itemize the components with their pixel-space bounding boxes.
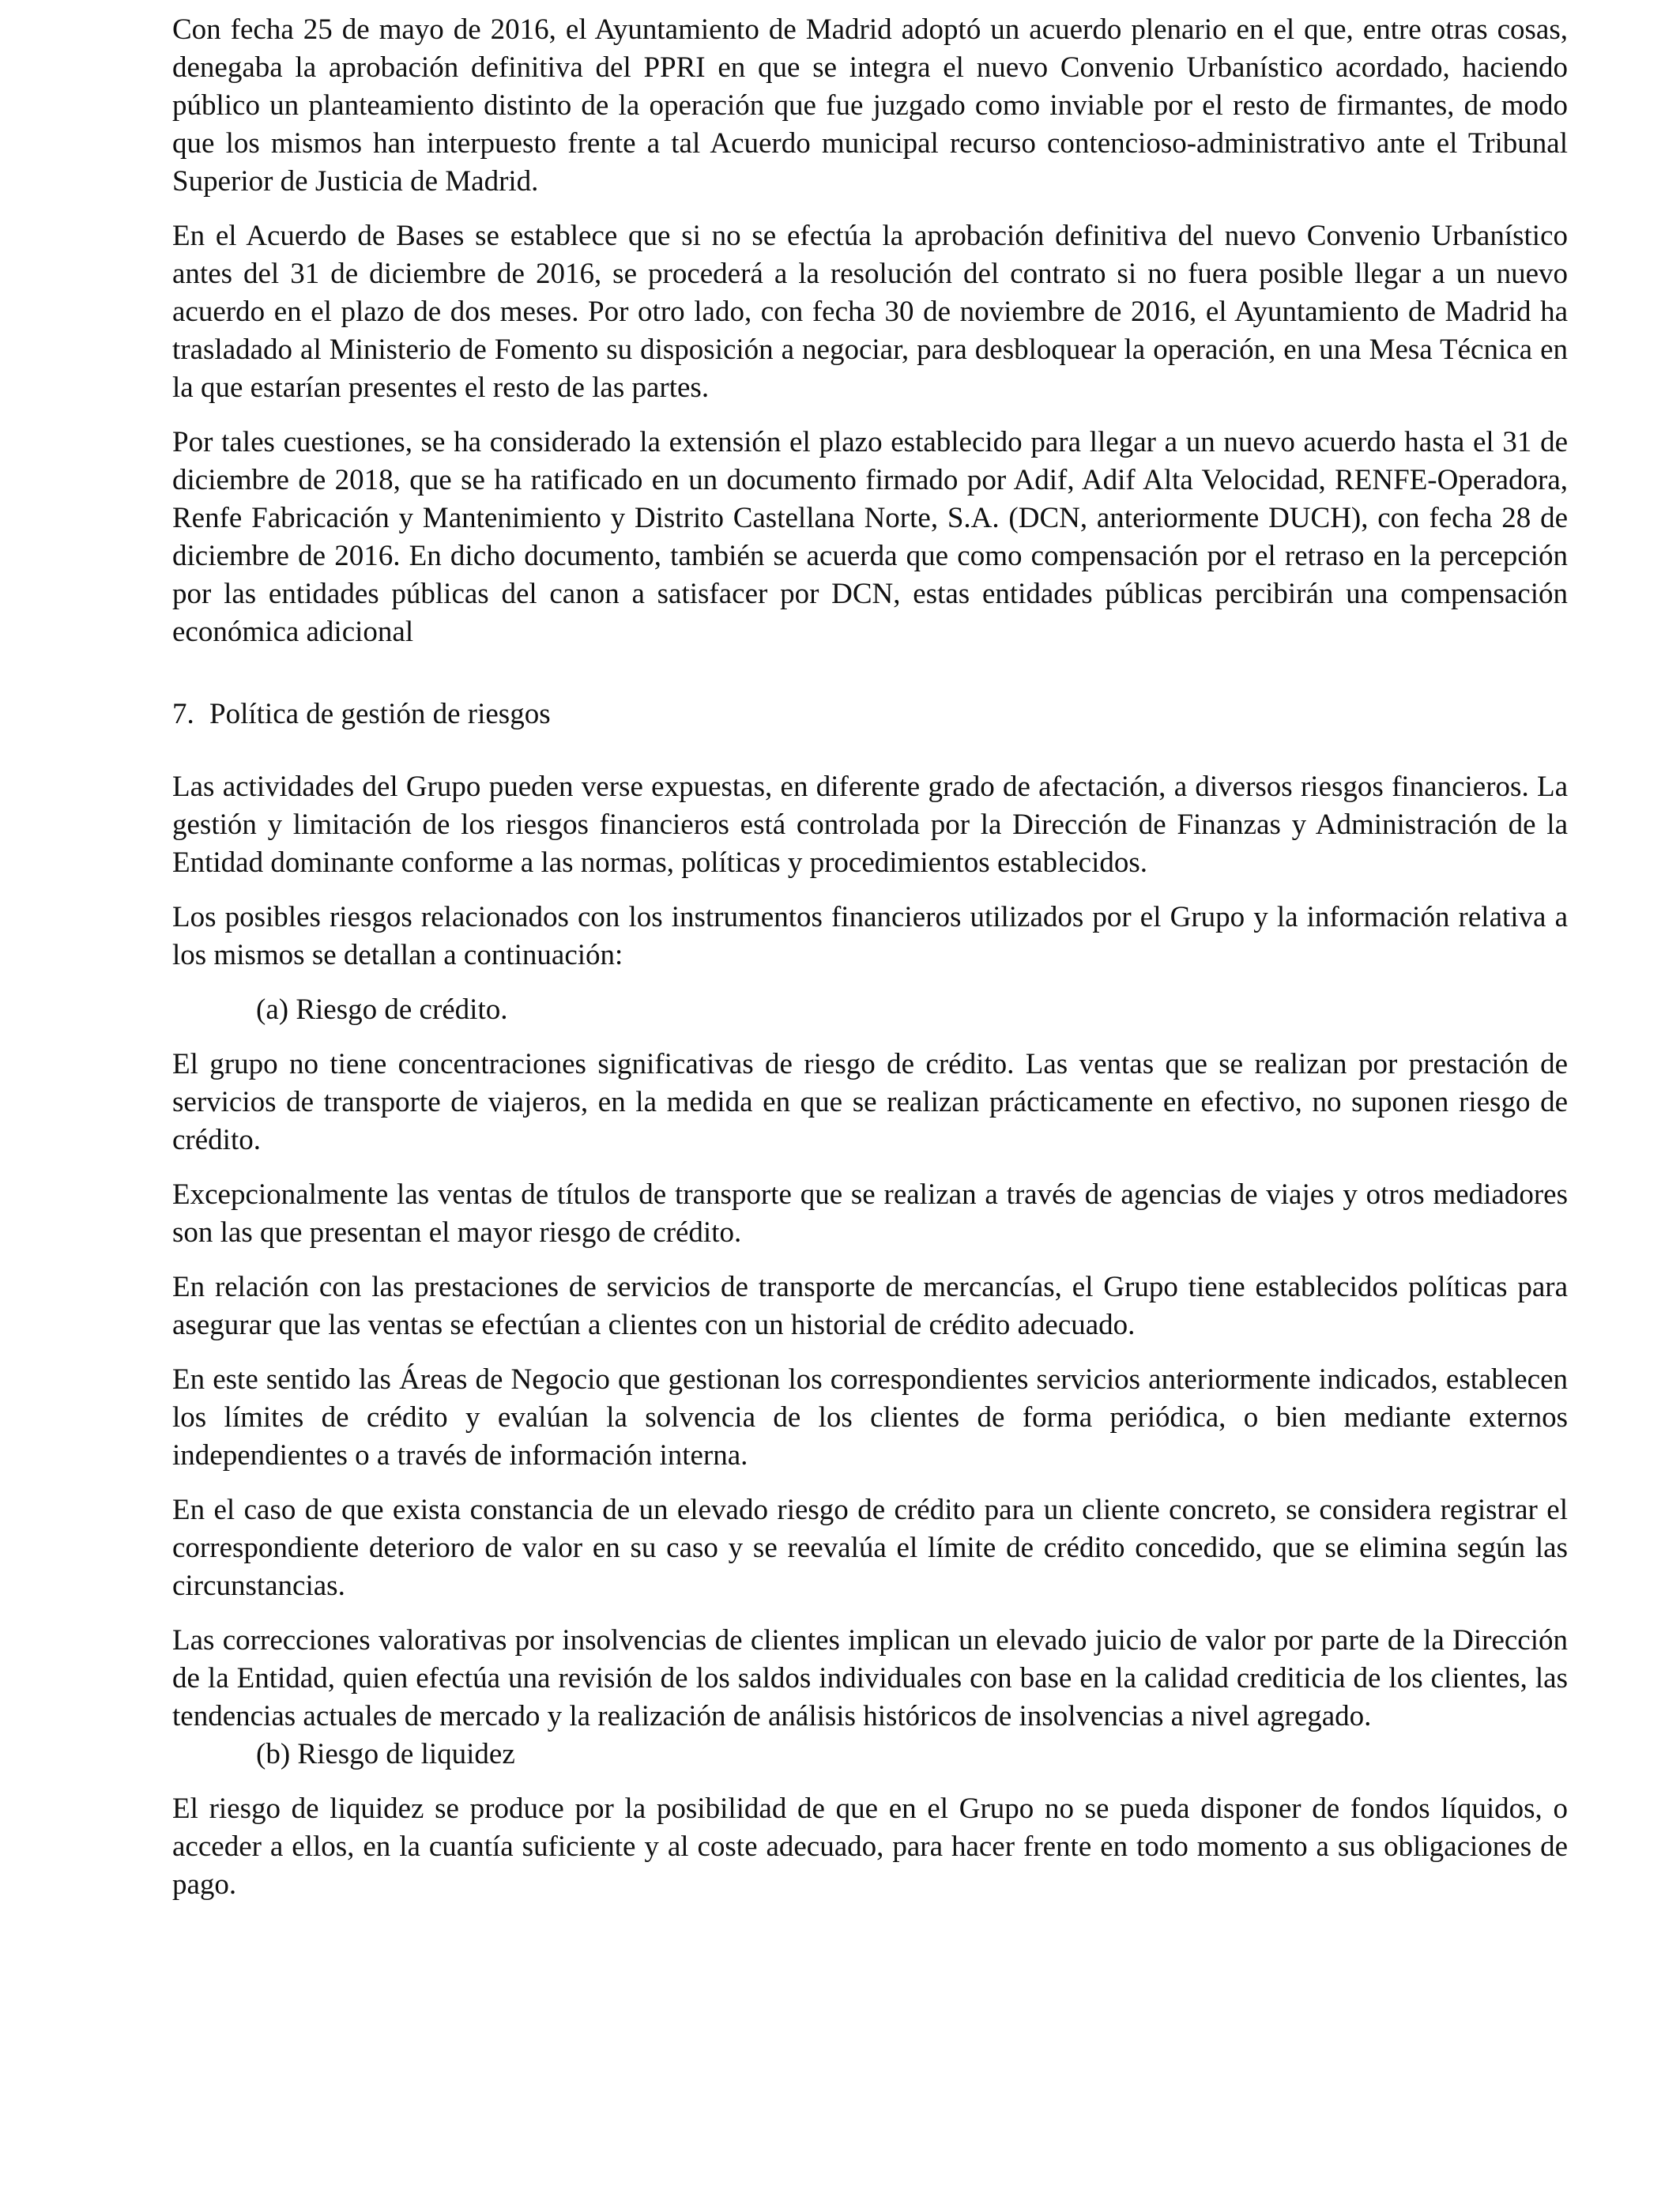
paragraph-section-2: Los posibles riesgos relacionados con los instrumentos financieros utilizados por el Grupo y la información relativa a los mismos se detallan a continuación: — [172, 901, 1568, 971]
section-number: 7. — [172, 698, 194, 730]
section-title: Política de gestión de riesgos — [209, 698, 551, 730]
paragraph-credit-6: Las correcciones valorativas por insolvencias de clientes implican un elevado juicio de valor por parte de la Dirección de la Entidad, quien efectúa una revisión de los saldos individuales con base en la calidad crediticia de los clientes, las tendencias actuales de mercado y la realización de análisis históricos de insolvencias a nivel agregado. — [172, 1624, 1568, 1732]
document-page — [172, 11, 1568, 1921]
subheading-credit-risk: (a) Riesgo de crédito. — [256, 993, 508, 1026]
paragraph-credit-3: En relación con las prestaciones de servicios de transporte de mercancías, el Grupo tiene establecidos políticas para asegurar que las ventas se efectúan a clientes con un historial de crédito adecuado. — [172, 1271, 1568, 1341]
paragraph-credit-1: El grupo no tiene concentraciones significativas de riesgo de crédito. Las ventas que se realizan por prestación de servicios de transporte de viajeros, en la medida en que se realizan prácticamente en efectivo, no suponen riesgo de crédito. — [172, 1048, 1568, 1156]
paragraph-credit-5: En el caso de que exista constancia de un elevado riesgo de crédito para un cliente concreto, se considera registrar el correspondiente deterioro de valor en su caso y se reevalúa el límite de crédito concedido, que se elimina según las circunstancias. — [172, 1494, 1568, 1602]
section-heading — [172, 696, 1568, 733]
paragraph-credit-2: Excepcionalmente las ventas de títulos de transporte que se realizan a través de agencias de viajes y otros mediadores son las que presentan el mayor riesgo de crédito. — [172, 1178, 1568, 1249]
paragraph-section-1: Las actividades del Grupo pueden verse expuestas, en diferente grado de afectación, a diversos riesgos financieros. La gestión y limitación de los riesgos financieros está controlada por la Dirección de Finanzas y Administración de la Entidad dominante conforme a las normas, políticas y procedimientos establecidos. — [172, 771, 1568, 879]
paragraph-intro-1: Con fecha 25 de mayo de 2016, el Ayuntamiento de Madrid adoptó un acuerdo plenario en el que, entre otras cosas, denegaba la aprobación definitiva del PPRI en que se integra el nuevo Convenio Urbanístico acordado, haciendo público un planteamiento distinto de la operación que fue juzgado como inviable por el resto de firmantes, de modo que los mismos han interpuesto frente a tal Acuerdo municipal recurso contencioso-administrativo ante el Tribunal Superior de Justicia de Madrid. — [172, 13, 1568, 198]
paragraph-liquidity-1: El riesgo de liquidez se produce por la posibilidad de que en el Grupo no se pueda disponer de fondos líquidos, o acceder a ellos, en la cuantía suficiente y al coste adecuado, para hacer frente en todo momento a sus obligaciones de pago. — [172, 1793, 1568, 1901]
paragraph-intro-3: Por tales cuestiones, se ha considerado la extensión el plazo establecido para llegar a un nuevo acuerdo hasta el 31 de diciembre de 2018, que se ha ratificado en un documento firmado por Adif, Adif Alta Velocidad, RENFE-Operadora, Renfe Fabricación y Mantenimiento y Distrito Castellana Norte, S.A. (DCN, anteriormente DUCH), con fecha 28 de diciembre de 2016. En dicho documento, también se acuerda que como compensación por el retraso en la percepción por las entidades públicas del canon a satisfacer por DCN, estas entidades públicas percibirán una compensación económica adicional — [172, 426, 1568, 648]
paragraph-credit-4: En este sentido las Áreas de Negocio que gestionan los correspondientes servicios anteriormente indicados, establecen los límites de crédito y evalúan la solvencia de los clientes de forma periódica, o bien mediante externos independientes o a través de información interna. — [172, 1363, 1568, 1472]
paragraph-intro-2: En el Acuerdo de Bases se establece que si no se efectúa la aprobación definitiva del nuevo Convenio Urbanístico antes del 31 de diciembre de 2016, se procederá a la resolución del contrato si no fuera posible llegar a un nuevo acuerdo en el plazo de dos meses. Por otro lado, con fecha 30 de noviembre de 2016, el Ayuntamiento de Madrid ha trasladado al Ministerio de Fomento su disposición a negociar, para desbloquear la operación, en una Mesa Técnica en la que estarían presentes el resto de las partes. — [172, 220, 1568, 404]
subheading-liquidity-risk: (b) Riesgo de liquidez — [256, 1738, 515, 1770]
